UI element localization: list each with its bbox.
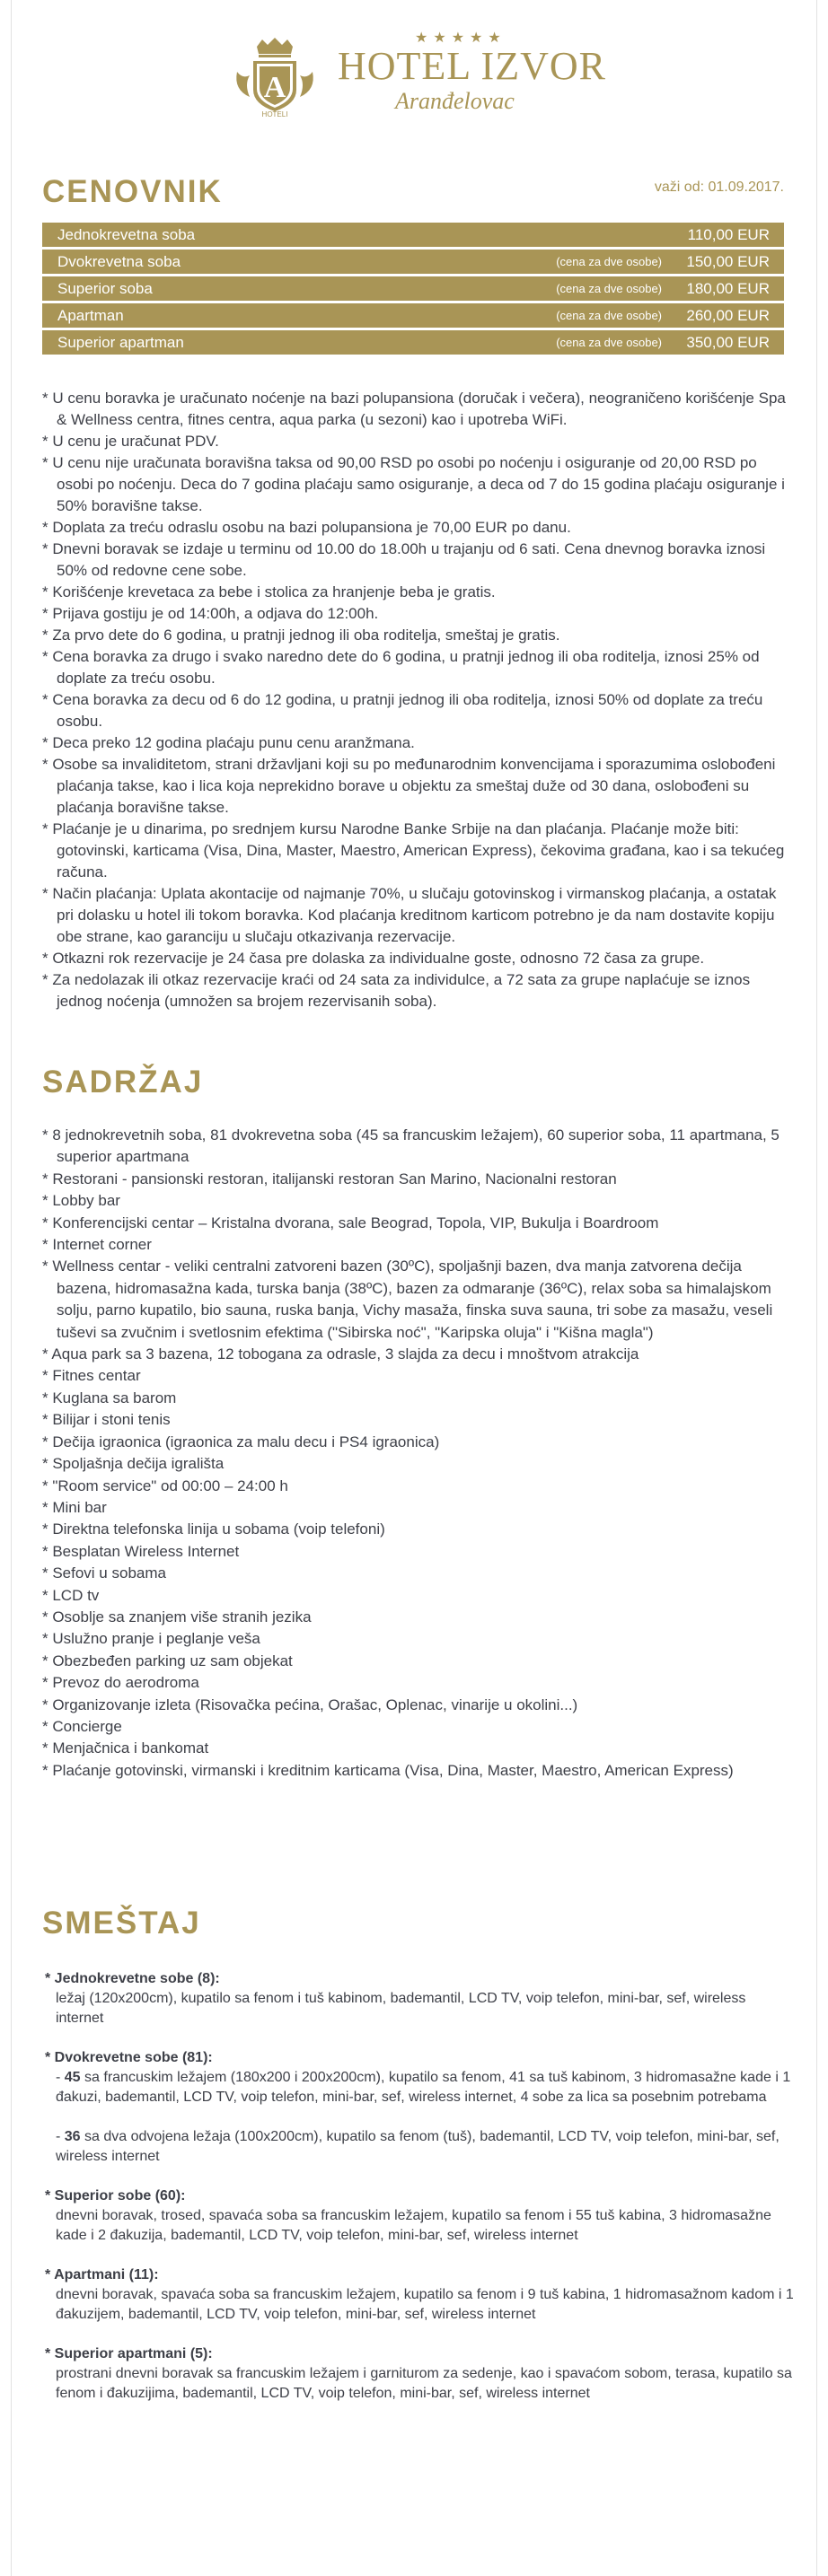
amenity-item: * Fitnes centar <box>42 1367 141 1385</box>
price-row <box>42 330 784 355</box>
note-item: * Otkazni rok rezervacije je 24 časa pre dolaska za individualne goste, odnosno 72 časa za grupe. <box>42 950 705 967</box>
room-single <box>45 1969 796 2028</box>
note-item: * Cena boravka za decu od 6 do 12 godina, u pratnji jednog ili oba roditelja, iznosi 50% od doplate za treću osobu. <box>42 691 763 730</box>
amenity-item: * Organizovanje izleta (Risovačka pećina, Orašac, Oplenac, vinarije u okolini...) <box>42 1695 578 1713</box>
room-price: 260,00 EUR <box>686 306 770 324</box>
room-desc: dnevni boravak, trosed, spavaća soba sa francuskim ležajem, kupatilo sa fenom i 55 tuš kabina, 3 hidromasažne kade i 2 đakuzija, bademantil, LCD TV, voip telefon, mini-bar, sef, wireless internet <box>56 2208 771 2243</box>
price-row <box>42 250 784 274</box>
room-desc-text: sa dva odvojena ležaja (100x200cm), kupatilo sa fenom (tuš), bademantil, LCD TV, voip telefon, mini-bar, sef, wireless internet <box>56 2129 780 2164</box>
room-heading: * Apartmani (11): <box>45 2267 159 2282</box>
room-price: 110,00 EUR <box>687 225 770 243</box>
room-count: 36 <box>64 2129 81 2144</box>
amenity-item: * Restorani - pansionski restoran, italijanski restoran San Marino, Nacionalni restoran <box>42 1170 617 1187</box>
note-item: * Za prvo dete do 6 godina, u pratnji jednog ili oba roditelja, smeštaj je gratis. <box>42 626 560 644</box>
amenities-list <box>42 1125 795 1782</box>
note-item: * Prijava gostiju je od 14:00h, a odjava do 12:00h. <box>42 605 379 622</box>
amenity-item: * Uslužno pranje i peglanje veša <box>42 1630 260 1648</box>
price-row <box>42 303 784 328</box>
room-superior <box>45 2186 796 2246</box>
room-superior-apartment <box>45 2344 796 2404</box>
note-item: * Doplata za treću odraslu osobu na bazi polupansiona je 70,00 EUR po danu. <box>42 519 571 536</box>
hotel-city: Aranđelovac <box>395 88 515 114</box>
amenity-item: * Aqua park sa 3 bazena, 12 tobogana za odrasle, 3 slajda za decu i mnoštvom atrakcija <box>42 1345 639 1363</box>
room-desc-french-bed <box>45 2068 796 2107</box>
room-desc: ležaj (120x200cm), kupatilo sa fenom i tuš kabinom, bademantil, LCD TV, voip telefon, mini-bar, sef, wireless internet <box>56 1991 746 2026</box>
rooms-list <box>45 1969 796 2423</box>
hotel-name[interactable]: HOTEL IZVOR <box>338 44 606 88</box>
note-item: * Korišćenje krevetaca za bebe i stolica za hranjenje beba je gratis. <box>42 583 496 600</box>
amenity-item: * Spoljašnja dečija igrališta <box>42 1455 225 1473</box>
price-note: (cena za dve osobe) <box>556 255 662 268</box>
amenity-item: * "Room service" od 00:00 – 24:00 h <box>42 1476 288 1494</box>
note-item: * U cenu je uračunat PDV. <box>42 433 219 450</box>
room-desc-text: sa francuskim ležajem (180x200 i 200x200cm), kupatilo sa fenom, 41 sa tuš kabinom, 3 hidromasažne kade i 1 đakuzi, bademantil, LCD TV, voip telefon, mini-bar, sef, wireless internet, 4 sobe za lica sa posebnim potrebama <box>56 2070 791 2105</box>
note-item: * U cenu boravka je uračunato noćenje na bazi polupansiona (doručak i večera), neograničeno korišćenje Spa & Wellness centra, fitnes centra, aqua parka (u sezoni) kao i upotreba WiFi. <box>42 390 786 428</box>
amenity-item: * Wellness centar - veliki centralni zatvoreni bazen (30ºC), spoljašnji bazen, dva manja zatvorena dečija bazena, hidromasažna kada, turska banja (38ºC), bazen za odmaranje (36ºC), relax soba sa himalajskom solju, parno kupatilo, bio sauna, ruska banja, Vichy masaža, finska suva sauna, tri sobe za masažu, veseli tuševi sa zvučnim i svetlosnim efektima ("Sibirska noć", "Karipska oluja" i "Kišna magla") <box>42 1257 773 1341</box>
amenity-item: * Obezbeđen parking uz sam objekat <box>42 1652 293 1669</box>
amenity-item: * 8 jednokrevetnih soba, 81 dvokrevetna soba (45 sa francuskim ležajem), 60 superior soba, 11 apartmana, 5 superior apartmana <box>42 1126 780 1166</box>
room-heading: * Superior apartmani (5): <box>45 2346 213 2361</box>
amenity-item: * Direktna telefonska linija u sobama (voip telefoni) <box>42 1520 385 1538</box>
room-heading: * Superior sobe (60): <box>45 2188 186 2204</box>
room-type: Jednokrevetna soba <box>57 225 196 243</box>
note-item: * U cenu nije uračunata boravišna taksa od 90,00 RSD po osobi po noćenju i osiguranje od 20,00 RSD po osobi po noćenju. Deca do 7 godina plaćaju samo osiguranje, a deca od 7 do 15 godina plaćaju osiguranje i 50% boravišne takse. <box>42 454 785 514</box>
amenity-item: * Osoblje sa znanjem više stranih jezika <box>42 1608 312 1625</box>
room-heading: * Jednokrevetne sobe (8): <box>45 1971 220 1986</box>
hotel-header <box>0 0 828 126</box>
price-note: (cena za dve osobe) <box>556 336 662 349</box>
page-border-right <box>816 0 817 2576</box>
crest-caption: HOTELI <box>261 110 288 117</box>
amenity-item: * Konferencijski centar – Kristalna dvorana, sale Beograd, Topola, VIP, Bukulja i Boardroom <box>42 1214 659 1231</box>
amenity-item: * Internet corner <box>42 1236 152 1254</box>
amenity-item: * Kuglana sa barom <box>42 1389 177 1406</box>
note-item: * Deca preko 12 godina plaćaju punu cenu aranžmana. <box>42 734 415 751</box>
price-note: (cena za dve osobe) <box>556 282 662 295</box>
room-dash: - <box>56 2129 65 2144</box>
room-count: 45 <box>64 2070 81 2085</box>
price-note: (cena za dve osobe) <box>556 309 662 322</box>
note-item: * Plaćanje je u dinarima, po srednjem kursu Narodne Banke Srbije na dan plaćanja. Plaćanje može biti: gotovinski, karticama (Visa, Dina, Master, Maestro, American Express), čekovima građana, kao i sa tekućeg računa. <box>42 820 785 881</box>
room-type: Superior soba <box>57 279 153 297</box>
page-border-left <box>11 0 12 2576</box>
rooms-title: SMEŠTAJ <box>42 1906 201 1941</box>
crest-letter: A <box>263 71 286 104</box>
room-desc-twin-bed <box>45 2127 796 2167</box>
amenity-item: * Concierge <box>42 1717 122 1735</box>
room-price: 150,00 EUR <box>686 252 770 270</box>
pricelist-title: CENOVNIK <box>42 174 223 209</box>
price-table <box>42 223 784 357</box>
amenity-item: * Dečija igraonica (igraonica za malu decu i PS4 igraonica) <box>42 1433 440 1450</box>
room-heading: * Dvokrevetne sobe (81): <box>45 2050 213 2065</box>
note-item: * Dnevni boravak se izdaje u terminu od 10.00 do 18.00h u trajanju od 6 sati. Cena dnevnog boravka iznosi 50% od redovne cene sobe. <box>42 540 766 579</box>
room-desc: prostrani dnevni boravak sa francuskim ležajem i garniturom za sedenje, kao i spavaćom sobom, terasa, kupatilo sa fenom i đakuzijima, bademantil, LCD TV, voip telefon, mini-bar, sef, wireless internet <box>56 2366 792 2401</box>
amenity-item: * Mini bar <box>42 1498 107 1516</box>
room-desc: dnevni boravak, spavaća soba sa francuskim ležajem, kupatilo sa fenom i 9 tuš kabina, 1 hidromasažnom kadom i 1 đakuzijem, bademantil, LCD TV, voip telefon, mini-bar, sef, wireless internet <box>56 2287 794 2322</box>
amenity-item: * Menjačnica i bankomat <box>42 1739 209 1757</box>
amenity-item: * Sefovi u sobama <box>42 1564 166 1582</box>
room-price: 180,00 EUR <box>686 279 770 297</box>
amenity-item: * Lobby bar <box>42 1192 120 1210</box>
note-item: * Osobe sa invaliditetom, strani državljani koji su po međunarodnim konvencijama i sporazumima oslobođeni plaćanja takse, kao i lica koja neprekidno borave u objektu za smeštaj duže od 30 dana, oslobođeni su plaćanja boravišne takse. <box>42 756 776 816</box>
room-apartment <box>45 2265 796 2325</box>
note-item: * Cena boravka za drugo i svako naredno dete do 6 godina, u pratnji jednog ili oba roditelja, iznosi 25% od doplate za treću osobu. <box>42 648 760 687</box>
room-type: Dvokrevetna soba <box>57 252 181 270</box>
price-row <box>42 276 784 301</box>
room-type: Apartman <box>57 306 124 324</box>
room-dash: - <box>56 2070 65 2085</box>
price-notes <box>42 388 795 1012</box>
amenity-item: * Bilijar i stoni tenis <box>42 1411 171 1429</box>
valid-from: važi od: 01.09.2017. <box>654 180 784 195</box>
note-item: * Način plaćanja: Uplata akontacije od najmanje 70%, u slučaju gotovinskog i virmanskog plaćanja, a ostatak pri dolasku u hotel ili tokom boravka. Kod plaćanja kreditnom karticom potrebno je da nam dostavite kopiju obe strane, kao garanciju u slučaju otkazivanja rezervacije. <box>42 885 777 945</box>
note-item: * Za nedolazak ili otkaz rezervacije kraći od 24 sata za individulce, a 72 sata za grupe naplaćuje se iznos jednog noćenja (umnožen sa brojem rezervisanih soba). <box>42 971 751 1010</box>
room-double <box>45 2048 796 2167</box>
amenity-item: * Plaćanje gotovinski, virmanski i kreditnim karticama (Visa, Dina, Master, Maestro, American Express) <box>42 1761 734 1779</box>
room-type: Superior apartman <box>57 333 184 351</box>
amenities-title: SADRŽAJ <box>42 1065 204 1100</box>
amenity-item: * Prevoz do aerodroma <box>42 1674 199 1692</box>
amenity-item: * LCD tv <box>42 1586 100 1604</box>
amenity-item: * Besplatan Wireless Internet <box>42 1542 240 1560</box>
star-rating: ★★★★★ <box>415 31 506 46</box>
room-price: 350,00 EUR <box>686 333 770 351</box>
hotel-crest-icon[interactable] <box>232 36 318 117</box>
price-row <box>42 223 784 247</box>
